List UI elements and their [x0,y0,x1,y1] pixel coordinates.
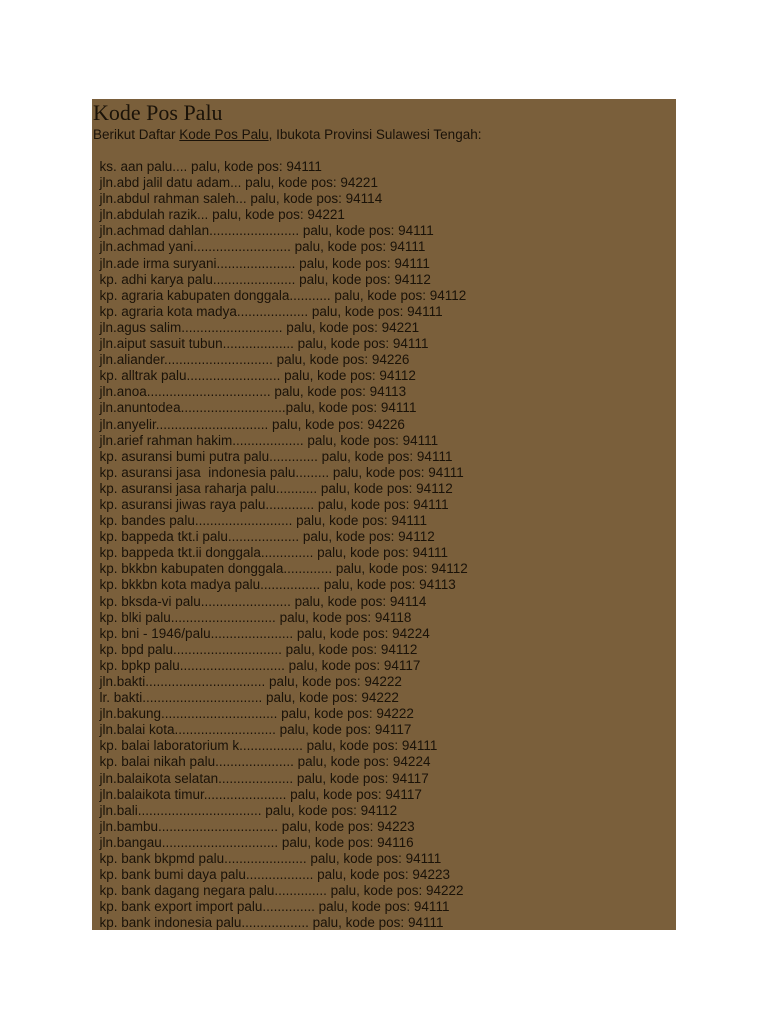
list-item: kp. bkkbn kabupaten donggala............. palu, kode pos: 94112 [92,561,468,577]
list-item: jln.abd jalil datu adam... palu, kode pos: 94221 [92,175,378,191]
list-item: kp. bandes palu.......................... palu, kode pos: 94111 [92,513,427,529]
list-item: kp. bank indonesia palu.................. palu, kode pos: 94111 [92,915,444,930]
list-item: jln.balaikota timur...................... palu, kode pos: 94117 [92,786,422,802]
list-item: kp. asuransi bumi putra palu............. palu, kode pos: 94111 [92,448,453,464]
kode-pos-palu-link[interactable]: Kode Pos Palu [179,127,269,142]
list-item: kp. asuransi jiwas raya palu............. palu, kode pos: 94111 [92,496,449,512]
list-item: ks. aan palu.... palu, kode pos: 94111 [92,159,322,174]
list-item: jln.bangau............................... palu, kode pos: 94116 [92,834,414,850]
list-item: kp. bank bumi daya palu.................. palu, kode pos: 94223 [92,867,450,883]
list-item: jln.balaikota selatan.................... palu, kode pos: 94117 [92,770,429,786]
document-panel [92,99,676,930]
list-item: kp. bpd palu............................. palu, kode pos: 94112 [92,641,418,657]
list-item: kp. bksda-vi palu........................ palu, kode pos: 94114 [92,593,427,609]
list-item: kp. bank export import palu.............. palu, kode pos: 94111 [92,899,450,915]
list-item: jln.bali................................. palu, kode pos: 94112 [92,802,398,818]
list-item: jln.bakti................................ palu, kode pos: 94222 [92,674,402,689]
list-item: jln.bakung............................... palu, kode pos: 94222 [92,706,414,722]
list-item: kp. balai laboratorium k................. palu, kode pos: 94111 [92,738,438,754]
intro-paragraph [93,126,481,143]
postal-code-list [92,159,468,930]
list-item: jln.aiput sasuit tubun................... palu, kode pos: 94111 [92,336,429,352]
list-item: kp. blki palu............................ palu, kode pos: 94118 [92,609,412,625]
list-item: jln.abdul rahman saleh... palu, kode pos: 94114 [92,191,383,207]
intro-prefix: Berikut Daftar [93,127,180,142]
list-item: lr. bakti................................ palu, kode pos: 94222 [92,690,399,706]
list-item: jln.anyelir.............................. palu, kode pos: 94226 [92,416,405,432]
page-title: Kode Pos Palu [93,100,223,125]
list-item: kp. bank dagang negara palu.............. palu, kode pos: 94222 [92,883,464,899]
intro-suffix: , Ibukota Provinsi Sulawesi Tengah: [268,127,482,142]
list-item: jln.achmad dahlan........................ palu, kode pos: 94111 [92,223,434,239]
list-item: kp. bkkbn kota madya palu................ palu, kode pos: 94113 [92,577,456,593]
list-item: jln.anuntodea............................palu, kode pos: 94111 [92,400,417,416]
list-item: kp. agraria kota madya................... palu, kode pos: 94111 [92,303,443,319]
list-item: kp. bappeda tkt.i palu................... palu, kode pos: 94112 [92,529,435,545]
list-item: jln.anoa................................. palu, kode pos: 94113 [92,384,407,400]
list-item: kp. adhi karya palu...................... palu, kode pos: 94112 [92,271,431,287]
list-item: kp. bpkp palu............................ palu, kode pos: 94117 [92,657,421,673]
list-item: jln.aliander............................. palu, kode pos: 94226 [92,352,410,368]
list-item: kp. alltrak palu......................... palu, kode pos: 94112 [92,368,416,384]
list-item: jln.agus salim........................... palu, kode pos: 94221 [92,319,420,335]
list-item: kp. bank bkpmd palu...................... palu, kode pos: 94111 [92,851,442,867]
list-item: jln.abdulah razik... palu, kode pos: 94221 [92,207,345,223]
list-item: kp. asuransi jasa indonesia palu......... palu, kode pos: 94111 [92,464,464,480]
list-item: kp. asuransi jasa raharja palu........... palu, kode pos: 94112 [92,480,453,496]
list-item: kp. bappeda tkt.ii donggala.............. palu, kode pos: 94111 [92,545,448,561]
list-item: jln.achmad yani.......................... palu, kode pos: 94111 [92,239,426,255]
list-item: kp. bni - 1946/palu...................... palu, kode pos: 94224 [92,625,430,641]
list-item: jln.ade irma suryani..................... palu, kode pos: 94111 [92,255,430,271]
list-item: jln.bambu................................ palu, kode pos: 94223 [92,818,415,834]
list-item: kp. balai nikah palu..................... palu, kode pos: 94224 [92,754,431,770]
list-item: jln.arief rahman hakim................... palu, kode pos: 94111 [92,432,439,448]
list-item: jln.balai kota........................... palu, kode pos: 94117 [92,722,412,738]
list-item: kp. agraria kabupaten donggala........... palu, kode pos: 94112 [92,287,467,303]
